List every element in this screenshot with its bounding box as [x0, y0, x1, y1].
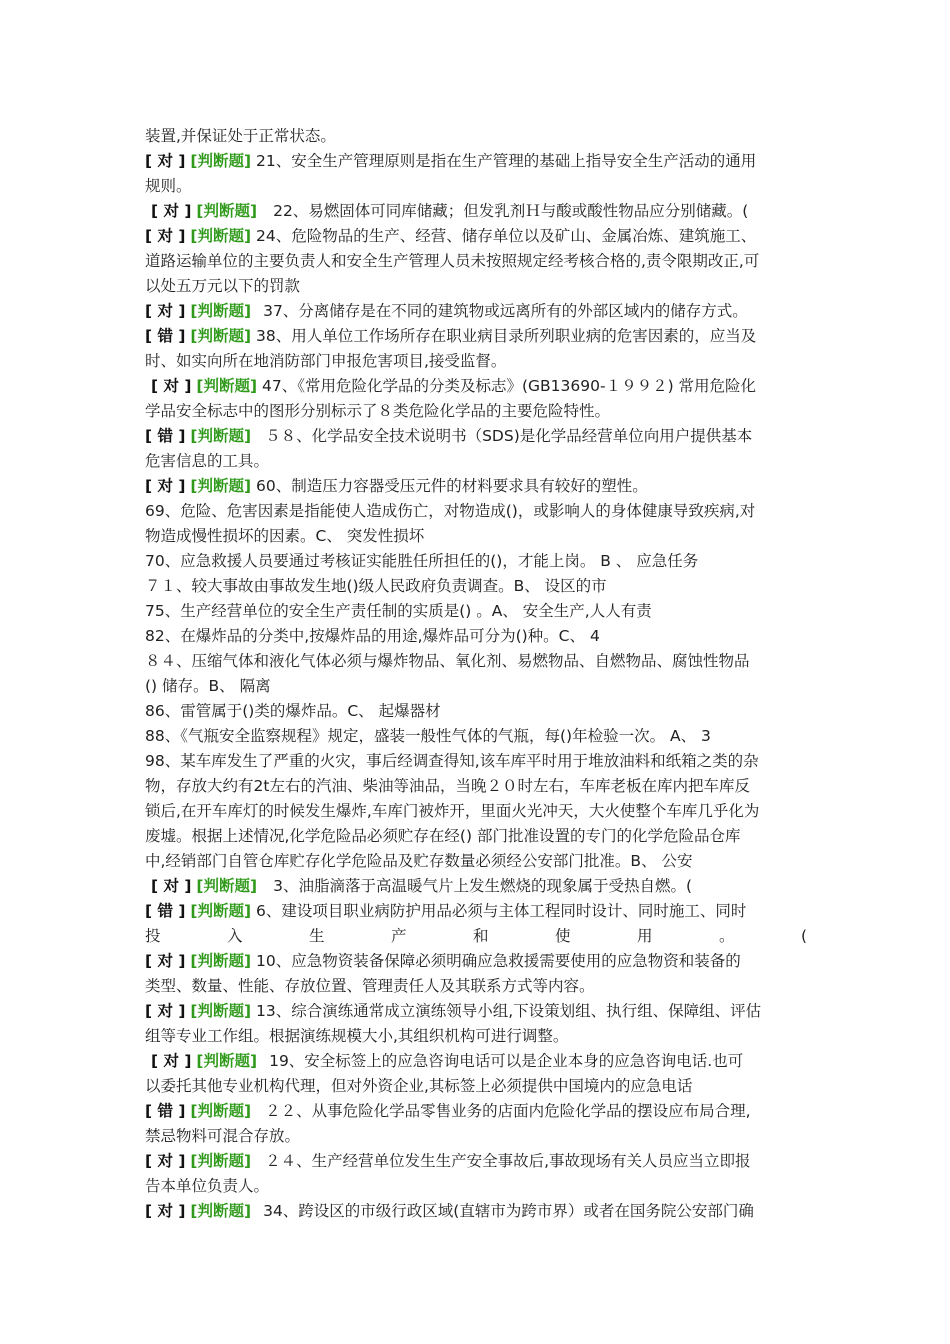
line-text: 投入生产和使用。(	[145, 927, 807, 945]
line-text: ７１、较大事故由事故发生地()级人民政府负责调查。B、	[145, 577, 545, 595]
line-text: ５８、化学品安全技术说明书（SDS)是化学品经营单位向用户提供基本	[265, 427, 753, 445]
text-line	[145, 749, 807, 774]
answer-verdict: [ 错 ]	[145, 327, 186, 345]
text-line	[145, 449, 807, 474]
question-item	[145, 899, 807, 924]
line-text: 禁忌物料可混合存放。	[145, 1127, 301, 1145]
question-item	[145, 299, 807, 324]
question-type-tag: [判断题]	[196, 1052, 258, 1070]
line-text: ２４、生产经营单位发生生产安全事故后,事故现场有关人员应当立即报	[265, 1152, 751, 1170]
answer-option-text: 4	[589, 627, 600, 645]
question-type-tag: [判断题]	[190, 227, 252, 245]
text-line	[145, 849, 807, 874]
text-line	[145, 574, 807, 599]
line-text: 道路运输单位的主要负责人和安全生产管理人员未按照规定经考核合格的,责令限期改正,可	[145, 252, 760, 270]
answer-verdict: [ 对 ]	[151, 1052, 192, 1070]
answer-option-text: 公安	[661, 852, 693, 870]
line-text: ８４、压缩气体和液化气体必须与爆炸物品、氧化剂、易燃物品、自燃物品、腐蚀性物品	[145, 652, 750, 670]
answer-verdict: [ 错 ]	[145, 1102, 186, 1120]
line-text: 装置,并保证处于正常状态。	[145, 127, 336, 145]
line-text: 19、安全标签上的应急咨询电话可以是企业本身的应急咨询电话.也可	[269, 1052, 744, 1070]
text-line	[145, 399, 807, 424]
line-text: 69、危险、危害因素是指能使人造成伤亡，对物造成()，或影响人的身体健康导致疾病,对	[145, 502, 756, 520]
line-text: () 储存。B、	[145, 677, 240, 695]
line-text: 物造成慢性损坏的因素。C、	[145, 527, 347, 545]
answer-option-text: 隔离	[239, 677, 271, 695]
line-text: 规则。	[145, 177, 192, 195]
text-line	[145, 624, 807, 649]
line-text: ２２、从事危险化学品零售业务的店面内危险化学品的摆设应布局合理,	[265, 1102, 751, 1120]
line-text: 82、在爆炸品的分类中,按爆炸品的用途,爆炸品可分为()种。C、	[145, 627, 590, 645]
question-item	[145, 999, 807, 1024]
text-line	[145, 1024, 807, 1049]
question-item	[145, 1199, 807, 1224]
answer-option-text: 突发性损坏	[346, 527, 425, 545]
question-item	[145, 1049, 807, 1074]
question-type-tag: [判断题]	[196, 377, 258, 395]
question-type-tag: [判断题]	[190, 952, 252, 970]
text-line	[145, 974, 807, 999]
text-line	[145, 249, 807, 274]
question-type-tag: [判断题]	[190, 427, 252, 445]
line-text: 60、制造压力容器受压元件的材料要求具有较好的塑性。	[251, 477, 648, 495]
line-text: 时、如实向所在地消防部门申报危害项目,接受监督。	[145, 352, 507, 370]
answer-verdict: [ 对 ]	[145, 477, 186, 495]
text-line	[145, 524, 807, 549]
line-text: 组等专业工作组。根据演练规模大小,其组织机构可进行调整。	[145, 1027, 569, 1045]
question-item	[145, 324, 807, 349]
text-line	[145, 824, 807, 849]
question-item	[145, 1099, 807, 1124]
line-text: 75、生产经营单位的安全生产责任制的实质是() 。A、	[145, 602, 523, 620]
line-text: 6、建设项目职业病防护用品必须与主体工程同时设计、同时施工、同时	[251, 902, 747, 920]
answer-option-text: 3	[701, 727, 711, 745]
text-line	[145, 649, 807, 674]
line-text: 98、某车库发生了严重的火灾，事后经调查得知,该车库平时用于堆放油料和纸箱之类的杂	[145, 752, 759, 770]
line-text: 38、用人单位工作场所存在职业病目录所列职业病的危害因素的，应当及	[251, 327, 757, 345]
question-type-tag: [判断题]	[196, 202, 258, 220]
line-text: 危害信息的工具。	[145, 452, 270, 470]
answer-option-text: 安全生产,人人有责	[522, 602, 652, 620]
question-type-tag: [判断题]	[190, 1202, 252, 1220]
answer-verdict: [ 对 ]	[151, 377, 192, 395]
question-item	[145, 949, 807, 974]
text-line	[145, 924, 807, 949]
answer-option-text: 应急任务	[636, 552, 699, 570]
answer-verdict: [ 对 ]	[151, 877, 192, 895]
line-text: 废墟。根据上述情况,化学危险品必须贮存在经() 部门批准设置的专门的化学危险品仓库	[145, 827, 741, 845]
question-item	[145, 224, 807, 249]
answer-verdict: [ 对 ]	[145, 952, 186, 970]
question-type-tag: [判断题]	[190, 1152, 252, 1170]
line-text: 70、应急救援人员要通过考核证实能胜任所担任的()，才能上岗。 B 、	[145, 552, 637, 570]
line-text: 中,经销部门自管仓库贮存化学危险品及贮存数量必须经公安部门批准。B、	[145, 852, 662, 870]
question-item	[145, 149, 807, 174]
line-text: 24、危险物品的生产、经营、储存单位以及矿山、金属冶炼、建筑施工、	[251, 227, 757, 245]
line-text: 47、《常用危险化学品的分类及标志》(GB13690-１９９２) 常用危险化	[257, 377, 757, 395]
text-line	[145, 674, 807, 699]
question-type-tag: [判断题]	[190, 327, 252, 345]
line-text: 锁后,在开车库灯的时候发生爆炸,车库门被炸开，里面火光冲天，大火使整个车库几乎化为	[145, 802, 760, 820]
line-text: 21、安全生产管理原则是指在生产管理的基础上指导安全生产活动的通用	[251, 152, 757, 170]
answer-option-text: 起爆器材	[378, 702, 441, 720]
answer-option-text: 设区的市	[544, 577, 607, 595]
line-text: 物，存放大约有2t左右的汽油、柴油等油品，当晚２０时左右，车库老板在库内把车库反	[145, 777, 750, 795]
line-text: 34、跨设区的市级行政区域(直辖市为跨市界）或者在国务院公安部门确	[263, 1202, 754, 1220]
text-line	[145, 1174, 807, 1199]
question-item	[145, 199, 807, 224]
question-item	[145, 1149, 807, 1174]
line-text: 类型、数量、性能、存放位置、管理责任人及其联系方式等内容。	[145, 977, 595, 995]
document-body	[145, 124, 807, 1224]
question-type-tag: [判断题]	[190, 902, 252, 920]
text-line	[145, 124, 807, 149]
text-line	[145, 274, 807, 299]
question-item	[145, 374, 807, 399]
answer-verdict: [ 错 ]	[145, 902, 186, 920]
text-line	[145, 349, 807, 374]
question-type-tag: [判断题]	[190, 152, 252, 170]
text-line	[145, 549, 807, 574]
answer-verdict: [ 对 ]	[145, 1202, 186, 1220]
answer-verdict: [ 对 ]	[145, 1002, 186, 1020]
text-line	[145, 174, 807, 199]
line-text: 88、《气瓶安全监察规程》规定，盛装一般性气体的气瓶，每()年检验一次。 A、	[145, 727, 702, 745]
answer-verdict: [ 对 ]	[145, 227, 186, 245]
text-line	[145, 599, 807, 624]
question-type-tag: [判断题]	[190, 1002, 252, 1020]
text-line	[145, 724, 807, 749]
question-item	[145, 874, 807, 899]
answer-verdict: [ 错 ]	[145, 427, 186, 445]
line-text: 86、雷管属于()类的爆炸品。C、	[145, 702, 379, 720]
line-text: 22、易燃固体可同库储藏；但发乳剂Ｈ与酸或酸性物品应分别储藏。(	[273, 202, 749, 220]
question-type-tag: [判断题]	[190, 1102, 252, 1120]
answer-verdict: [ 对 ]	[145, 152, 186, 170]
question-type-tag: [判断题]	[196, 877, 258, 895]
question-type-tag: [判断题]	[190, 477, 252, 495]
answer-verdict: [ 对 ]	[145, 302, 186, 320]
text-line	[145, 799, 807, 824]
text-line	[145, 499, 807, 524]
text-line	[145, 774, 807, 799]
line-text: 以委托其他专业机构代理，但对外资企业,其标签上必须提供中国境内的应急电话	[145, 1077, 693, 1095]
question-item	[145, 424, 807, 449]
line-text: 10、应急物资装备保障必须明确应急救援需要使用的应急物资和装备的	[251, 952, 741, 970]
text-line	[145, 1074, 807, 1099]
answer-verdict: [ 对 ]	[145, 1152, 186, 1170]
text-line	[145, 699, 807, 724]
answer-verdict: [ 对 ]	[151, 202, 192, 220]
line-text: 告本单位负责人。	[145, 1177, 270, 1195]
line-text: 以处五万元以下的罚款	[145, 277, 301, 295]
text-line	[145, 1124, 807, 1149]
line-text: 学品安全标志中的图形分别标示了８类危险化学品的主要危险特性。	[145, 402, 611, 420]
line-text: 13、综合演练通常成立演练领导小组,下设策划组、执行组、保障组、评估	[251, 1002, 762, 1020]
question-type-tag: [判断题]	[190, 302, 252, 320]
line-text: 3、油脂滴落于高温暖气片上发生燃烧的现象属于受热自燃。(	[273, 877, 692, 895]
question-item	[145, 474, 807, 499]
line-text: 37、分离储存是在不同的建筑物或远离所有的外部区域内的储存方式。	[263, 302, 748, 320]
